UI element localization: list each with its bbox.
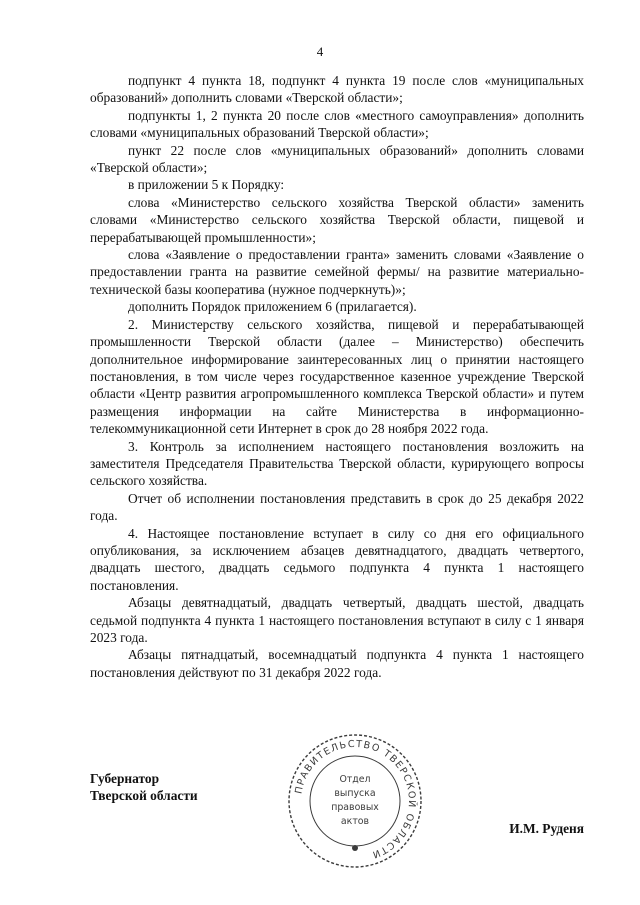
stamp-star-mark	[352, 845, 358, 851]
stamp-ring-text: ПРАВИТЕЛЬСТВО ТВЕРСКОЙ ОБЛАСТИ	[293, 738, 418, 861]
stamp-center-line: Отдел	[339, 774, 371, 785]
page-number: 4	[316, 44, 324, 59]
signatory-title-line2: Тверской области	[90, 788, 198, 803]
stamp-center-line: правовых	[331, 802, 379, 813]
official-stamp	[286, 732, 424, 870]
paragraph: дополнить Порядок приложением 6 (прилагается).	[128, 299, 417, 315]
stamp-center-line: актов	[340, 816, 370, 827]
stamp-inner-ring	[310, 756, 400, 846]
document-body	[90, 72, 584, 681]
paragraph: Абзацы пятнадцатый, восемнадцатый подпункта 4 пункта 1 настоящего постановления действуют по 31 декабря 2022 года.	[90, 647, 584, 680]
paragraph: 2. Министерству сельского хозяйства, пищевой и перерабатывающей промышленности Тверской области (далее – Министерство) обеспечить дополнительное информирование заинтересованных лиц о принятии настоящего постановления, в том числе через государственное казенное учреждение Тверской области «Центр развития агропромышленного комплекса Тверской области» и путем размещения информации на сайте Министерства в информационно-телекоммуникационной сети Интернет в срок до 28 ноября 2022 года.	[90, 316, 584, 437]
paragraph: подпункты 1, 2 пункта 20 после слов «местного самоуправления» дополнить словами «муниципальных образований Тверской области»;	[90, 107, 584, 141]
signatory-name: И.М. Руденя	[509, 821, 584, 836]
signatory-title-line1: Губернатор	[90, 771, 160, 786]
stamp-center-text	[331, 774, 379, 827]
stamp-center-line: выпуска	[334, 788, 376, 799]
paragraph: подпункт 4 пункта 18, подпункт 4 пункта 19 после слов «муниципальных образований» дополнить словами «Тверской области»;	[90, 73, 584, 106]
paragraph: слова «Министерство сельского хозяйства Тверской области» заменить словами «Министерство сельского хозяйства Тверской области, пищевой и перерабатывающей промышленности»;	[90, 194, 584, 245]
paragraph: пункт 22 после слов «муниципальных образований» дополнить словами «Тверской области»;	[90, 142, 584, 176]
paragraph: Абзацы девятнадцатый, двадцать четвертый, двадцать шестой, двадцать седьмой подпункта 4 пункта 1 настоящего постановления вступают в силу с 1 января 2023 года.	[90, 595, 584, 645]
paragraph: 4. Настоящее постановление вступает в силу со дня его официального опубликования, за исключением абзацев девятнадцатого, двадцать четвертого, двадцать шестого, двадцать седьмого подпункта 4 пункта 1 настоящего постановления.	[90, 525, 584, 593]
paragraph: 3. Контроль за исполнением настоящего постановления возложить на заместителя Председателя Правительства Тверской области, курирующего вопросы сельского хозяйства.	[90, 438, 584, 489]
paragraph: слова «Заявление о предоставлении гранта» заменить словами «Заявление о предоставлении гранта на развитие семейной фермы/ на развитие материально-технической базы кооператива (нужное подчеркнуть)»;	[90, 247, 584, 297]
paragraph: Отчет об исполнении постановления представить в срок до 25 декабря 2022 года.	[90, 490, 584, 524]
signatory-title	[90, 770, 198, 804]
paragraph: в приложении 5 к Порядку:	[128, 177, 285, 193]
